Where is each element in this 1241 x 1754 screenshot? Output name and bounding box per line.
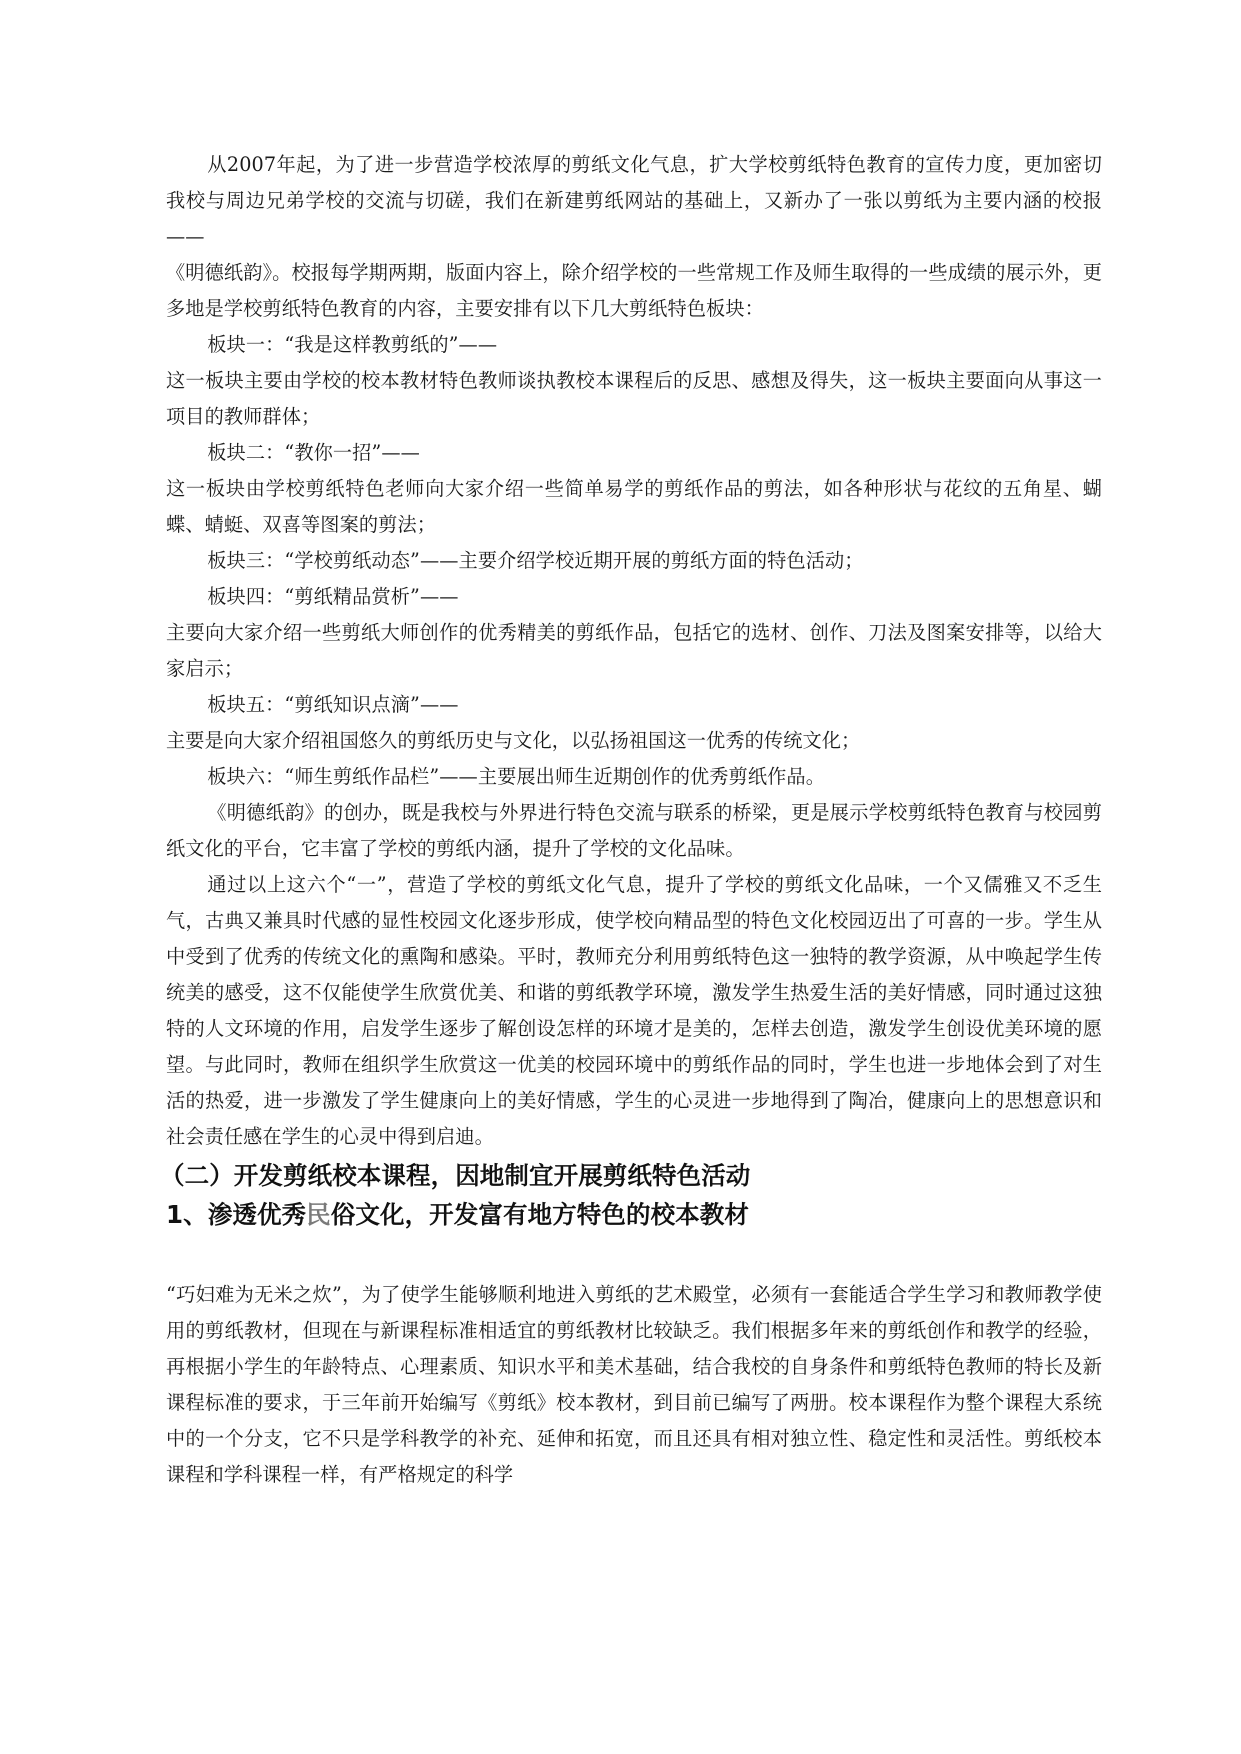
subsection-heading-before: 1、渗透优秀 — [166, 1200, 307, 1229]
textbook-paragraph: “巧妇难为无米之炊”，为了使学生能够顺利地进入剪纸的艺术殿堂，必须有一套能适合学生学习和教师教学使用的剪纸教材，但现在与新课程标准相适宜的剪纸教材比较缺乏。我们根据多年来的剪纸创作和教学的经验，再根据小学生的年龄特点、心理素质、知识水平和美术基础，结合我校的自身条件和剪纸特色教师的特长及新课程标准的要求，于三年前开始编写《剪纸》校本教材，到目前已编写了两册。校本课程作为整个课程大系统中的一个分支，它不只是学科教学的补充、延伸和拓宽，而且还具有相对独立性、稳定性和灵活性。剪纸校本课程和学科课程一样，有严格规定的科学 — [166, 1283, 1102, 1486]
block-5-title: 板块五：“剪纸知识点滴”—— — [207, 693, 459, 716]
document-body — [160, 147, 1102, 1493]
block-1-body: 这一板块主要由学校的校本教材特色教师谈执教校本课程后的反思、感想及得失，这一板块主要面向从事这一项目的教师群体； — [166, 369, 1102, 428]
summary-paragraph: 通过以上这六个“一”，营造了学校的剪纸文化气息，提升了学校的剪纸文化品味，一个又儒雅又不乏生气，古典又兼具时代感的显性校园文化逐步形成，使学校向精品型的特色文化校园迈出了可喜的一步。学生从中受到了优秀的传统文化的熏陶和感染。平时，教师充分利用剪纸特色这一独特的教学资源，从中唤起学生传统美的感受，这不仅能使学生欣赏优美、和谐的剪纸教学环境，激发学生热爱生活的美好情感，同时通过这独特的人文环境的作用，启发学生逐步了解创设怎样的环境才是美的，怎样去创造，激发学生创设优美环境的愿望。与此同时，教师在组织学生欣赏这一优美的校园环境中的剪纸作品的同时，学生也进一步地体会到了对生活的热爱，进一步激发了学生健康向上的美好情感，学生的心灵进一步地得到了陶冶，健康向上的思想意识和社会责任感在学生的心灵中得到启迪。 — [166, 873, 1102, 1148]
block-1-title: 板块一：“我是这样教剪纸的”—— — [207, 333, 498, 356]
intro-paragraph: 从2007年起，为了进一步营造学校浓厚的剪纸文化气息，扩大学校剪纸特色教育的宣传力度，更加密切我校与周边兄弟学校的交流与切磋，我们在新建剪纸网站的基础上，又新办了一张以剪纸为主要内涵的校报—— — [166, 153, 1102, 248]
newspaper-paragraph: 《明德纸韵》的创办，既是我校与外界进行特色交流与联系的桥梁，更是展示学校剪纸特色教育与校园剪纸文化的平台，它丰富了学校的剪纸内涵，提升了学校的文化品味。 — [166, 801, 1102, 860]
subsection-heading-faded-char: 民 — [306, 1200, 331, 1229]
block-2-body: 这一板块由学校剪纸特色老师向大家介绍一些简单易学的剪纸作品的剪法，如各种形状与花纹的五角星、蝴蝶、蜻蜓、双喜等图案的剪法； — [166, 477, 1102, 536]
newsletter-intro-paragraph: 《明德纸韵》。校报每学期两期，版面内容上，除介绍学校的一些常规工作及师生取得的一些成绩的展示外，更多地是学校剪纸特色教育的内容，主要安排有以下几大剪纸特色板块： — [166, 261, 1102, 320]
block-3-title: 板块三：“学校剪纸动态”——主要介绍学校近期开展的剪纸方面的特色活动； — [207, 549, 864, 572]
block-4-title: 板块四：“剪纸精品赏析”—— — [207, 585, 459, 608]
block-6-title: 板块六：“师生剪纸作品栏”——主要展出师生近期创作的优秀剪纸作品。 — [207, 765, 825, 788]
subsection-heading-after: 俗文化，开发富有地方特色的校本教材 — [330, 1200, 749, 1229]
block-2-title: 板块二：“教你一招”—— — [207, 441, 420, 464]
section-heading: （二）开发剪纸校本课程，因地制宜开展剪纸特色活动 — [160, 1161, 751, 1190]
block-4-body: 主要向大家介绍一些剪纸大师创作的优秀精美的剪纸作品，包括它的选材、创作、刀法及图案安排等，以给大家启示； — [166, 621, 1102, 680]
section-spacer — [166, 1235, 1102, 1277]
subsection-heading — [166, 1195, 1102, 1235]
block-5-body: 主要是向大家介绍祖国悠久的剪纸历史与文化，以弘扬祖国这一优秀的传统文化； — [166, 729, 861, 752]
